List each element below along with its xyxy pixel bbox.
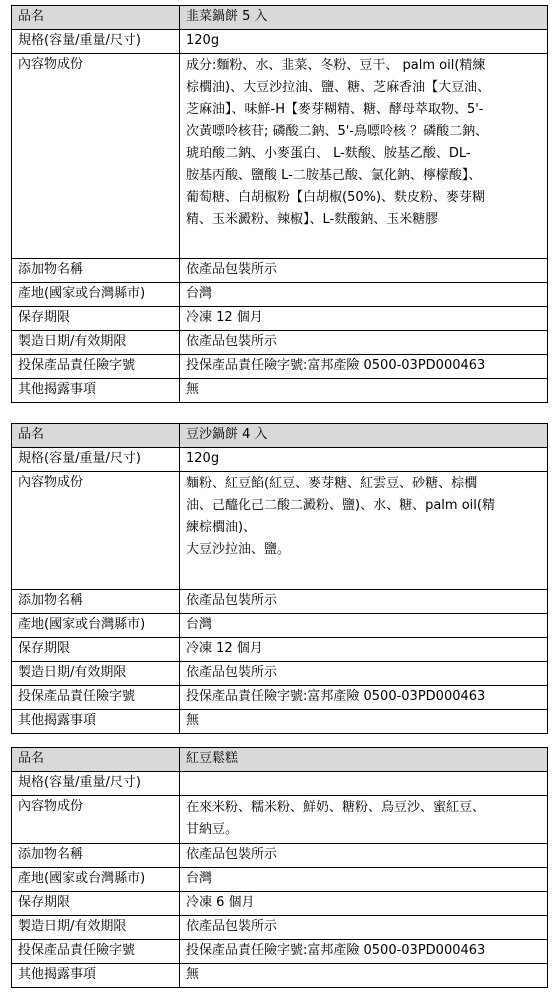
origin-label: 產地(國家或台灣縣市) [12,614,180,638]
contents-label: 內容物成份 [12,54,180,259]
other-value: 無 [180,710,548,734]
insurance-label: 投保產品責任險字號 [12,686,180,710]
product-spec-table-2 [11,423,548,734]
contents-value [180,472,548,590]
shelf-life-value: 冷凍 6 個月 [180,892,548,916]
row-product-name [12,424,548,448]
other-label: 其他揭露事項 [12,710,180,734]
row-other [12,964,548,988]
row-shelf-life [12,892,548,916]
row-spec [12,30,548,54]
contents-line: 精、玉米澱粉、辣椒】、L-麩酸鈉、玉米糖膠 [186,212,439,227]
shelf-life-label: 保存期限 [12,307,180,331]
contents-value [180,54,548,259]
spec-label: 規格(容量/重量/尺寸) [12,772,180,796]
row-insurance [12,355,548,379]
contents-line: 琥珀酸二鈉、小麥蛋白、 L-麩酸、胺基乙酸、DL- [186,146,471,161]
contents-line: 麵粉、紅豆餡(紅豆、麥芽糖、紅雲豆、砂糖、棕櫚 [186,476,478,491]
additives-value: 依產品包裝所示 [180,259,548,283]
row-spec [12,772,548,796]
contents-line: 次黃嘌呤核苷; 磷酸二鈉、5'-鳥嘌呤核 ？磷酸二鈉、 [186,124,489,139]
spec-value [180,772,548,796]
shelf-life-value: 冷凍 12 個月 [180,638,548,662]
row-spec [12,448,548,472]
additives-value: 依產品包裝所示 [180,844,548,868]
additives-label: 添加物名稱 [12,259,180,283]
row-dates [12,331,548,355]
contents-line: 在來米粉、糯米粉、鮮奶、糖粉、烏豆沙、蜜紅豆、 [186,800,486,815]
row-origin [12,614,548,638]
insurance-value: 投保產品責任險字號:富邦產險 0500-03PD000463 [180,686,548,710]
spec-value: 120g [180,30,548,54]
contents-line: 練棕櫚油)、 [186,520,257,535]
row-dates [12,916,548,940]
row-insurance [12,686,548,710]
other-label: 其他揭露事項 [12,379,180,403]
product-name-value: 豆沙鍋餅 4 入 [180,424,548,448]
shelf-life-label: 保存期限 [12,638,180,662]
row-shelf-life [12,638,548,662]
row-contents [12,54,548,259]
product-name-value: 紅豆鬆糕 [180,748,548,772]
other-value: 無 [180,379,548,403]
contents-line: 大豆沙拉油、鹽。 [186,542,291,557]
row-other [12,379,548,403]
row-additives [12,590,548,614]
contents-line: 棕櫚油)、大豆沙拉油、鹽、糖、芝麻香油【大豆油、 [186,80,491,95]
dates-value: 依產品包裝所示 [180,916,548,940]
row-origin [12,868,548,892]
additives-label: 添加物名稱 [12,844,180,868]
row-product-name [12,6,548,30]
shelf-life-label: 保存期限 [12,892,180,916]
product-name-label: 品名 [12,6,180,30]
row-contents [12,472,548,590]
other-label: 其他揭露事項 [12,964,180,988]
contents-label: 內容物成份 [12,796,180,844]
additives-label: 添加物名稱 [12,590,180,614]
origin-value: 台灣 [180,283,548,307]
product-name-value: 韭菜鍋餅 5 入 [180,6,548,30]
origin-label: 產地(國家或台灣縣市) [12,283,180,307]
product-name-label: 品名 [12,424,180,448]
product-name-label: 品名 [12,748,180,772]
dates-label: 製造日期/有效期限 [12,662,180,686]
contents-line: 胺基丙酸、鹽酸 L-二胺基己酸、氯化鈉、檸檬酸】、 [186,168,482,183]
dates-value: 依產品包裝所示 [180,331,548,355]
origin-value: 台灣 [180,868,548,892]
product-spec-table-1 [11,5,548,403]
origin-value: 台灣 [180,614,548,638]
shelf-life-value: 冷凍 12 個月 [180,307,548,331]
additives-value: 依產品包裝所示 [180,590,548,614]
row-insurance [12,940,548,964]
dates-value: 依產品包裝所示 [180,662,548,686]
row-dates [12,662,548,686]
spec-label: 規格(容量/重量/尺寸) [12,30,180,54]
contents-line: 甘納豆。 [186,822,239,837]
row-additives [12,844,548,868]
dates-label: 製造日期/有效期限 [12,331,180,355]
contents-line: 葡萄糖、白胡椒粉【白胡椒(50%)、麩皮粉、麥芽糊 [186,190,486,205]
insurance-value: 投保產品責任險字號:富邦產險 0500-03PD000463 [180,355,548,379]
other-value: 無 [180,964,548,988]
row-additives [12,259,548,283]
insurance-label: 投保產品責任險字號 [12,940,180,964]
spec-label: 規格(容量/重量/尺寸) [12,448,180,472]
row-other [12,710,548,734]
contents-line: 芝麻油】、味鮮-H【麥芽糊精、糖、酵母萃取物、5'- [186,102,484,117]
contents-label: 內容物成份 [12,472,180,590]
row-origin [12,283,548,307]
row-shelf-life [12,307,548,331]
contents-line: 成分:麵粉、水、韭菜、冬粉、豆干、 palm oil(精練 [186,58,486,73]
dates-label: 製造日期/有效期限 [12,916,180,940]
insurance-label: 投保產品責任險字號 [12,355,180,379]
product-spec-table-3 [11,747,548,988]
row-contents [12,796,548,844]
row-product-name [12,748,548,772]
insurance-value: 投保產品責任險字號:富邦產險 0500-03PD000463 [180,940,548,964]
contents-line: 油、己醯化己二酸二澱粉、鹽)、水、糖、palm oil(精 [186,498,495,513]
spec-value: 120g [180,448,548,472]
origin-label: 產地(國家或台灣縣市) [12,868,180,892]
contents-value [180,796,548,844]
